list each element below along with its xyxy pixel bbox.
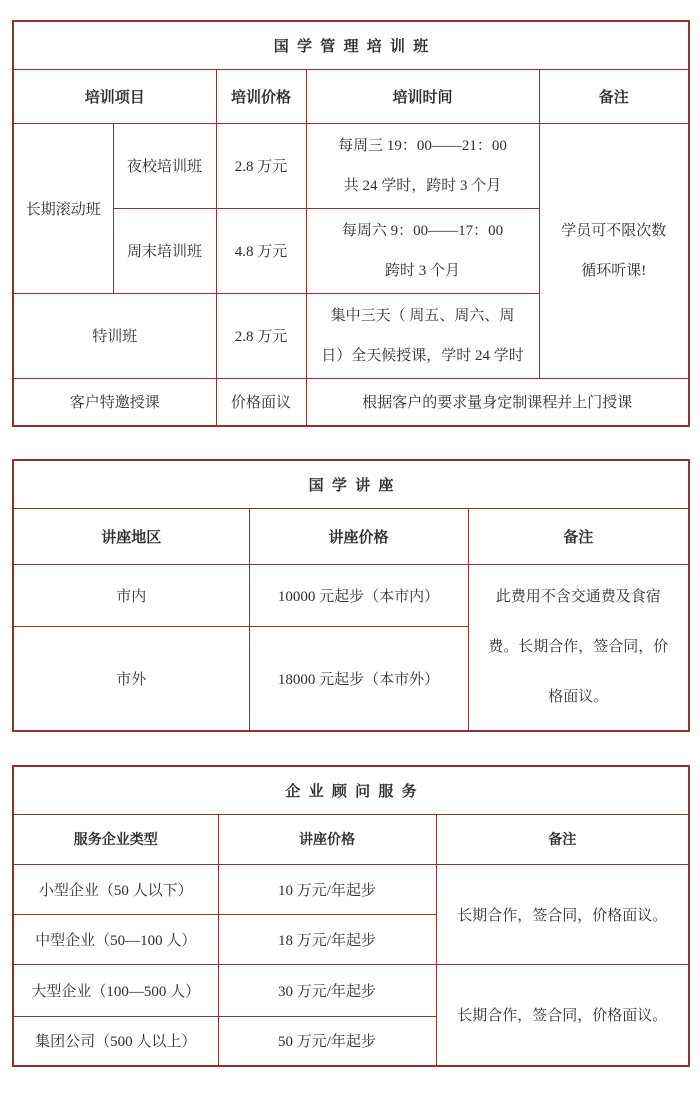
table1-remark-line2: 循环听课! [581, 262, 647, 279]
table3-title [13, 766, 689, 814]
table-row-custom-class [13, 378, 689, 426]
table2-title-row [13, 460, 689, 508]
table2-title-text: 国学讲座 [308, 477, 402, 494]
spacer [12, 427, 688, 459]
cell-group-price: 50 万元/年起步 [218, 1016, 436, 1066]
special-time-line2: 日）全天候授课，学时 24 学时 [321, 347, 524, 364]
cell-custom-price: 价格面议 [216, 378, 306, 426]
cell-inside-price: 10000 元起步（本市内） [249, 564, 468, 626]
night-time-line1: 每周三 19：00——21：00 [338, 137, 507, 154]
table-row-small-company [13, 864, 689, 914]
header-time: 培训时间 [306, 69, 539, 123]
table2-header-row [13, 508, 689, 564]
cell-night-name: 夜校培训班 [113, 123, 216, 208]
table1-remark-line1: 学员可不限次数 [561, 222, 667, 239]
table1-title-row [13, 21, 689, 69]
table-row-night-class [13, 123, 689, 208]
special-time-line1: 集中三天（ 周五、周六、周 [330, 307, 515, 324]
cell-night-price: 2.8 万元 [216, 123, 306, 208]
spacer [12, 732, 688, 765]
table3-title-text: 企业顾问服务 [285, 783, 425, 800]
cell-night-time [306, 123, 539, 208]
cell-table2-remark [468, 564, 689, 731]
cell-medium-price: 18 万元/年起步 [218, 914, 436, 964]
table1-header-row [13, 69, 689, 123]
table1-title-text: 国学管理培训班 [273, 38, 437, 55]
header-remark: 备注 [539, 69, 689, 123]
table3-title-row [13, 766, 689, 814]
cell-custom-name: 客户特邀授课 [13, 378, 216, 426]
cell-remark-bottom: 长期合作，签合同，价格面议。 [436, 964, 689, 1066]
header-remark2: 备注 [468, 508, 689, 564]
cell-outside-price: 18000 元起步（本市外） [249, 626, 468, 731]
cell-outside-region: 市外 [13, 626, 249, 731]
cell-weekend-time [306, 208, 539, 293]
header-lecture-price: 讲座价格 [249, 508, 468, 564]
cell-remark-top: 长期合作，签合同，价格面议。 [436, 864, 689, 964]
cell-small-price: 10 万元/年起步 [218, 864, 436, 914]
cell-large-price: 30 万元/年起步 [218, 964, 436, 1016]
table2-remark-line1: 此费用不含交通费及食宿 [495, 589, 661, 606]
header-remark3: 备注 [436, 814, 689, 864]
cell-custom-desc: 根据客户的要求量身定制课程并上门授课 [306, 378, 689, 426]
table-row-inside-city [13, 564, 689, 626]
cell-inside-region: 市内 [13, 564, 249, 626]
consulting-service-table [12, 765, 690, 1067]
header-service-price: 讲座价格 [218, 814, 436, 864]
cell-special-time [306, 293, 539, 378]
night-time-line2: 共 24 学时，跨时 3 个月 [343, 177, 502, 194]
table2-remark-line2: 费。长期合作，签合同，价 [488, 639, 669, 656]
cell-medium-type: 中型企业（50—100 人） [13, 914, 218, 964]
header-project: 培训项目 [13, 69, 216, 123]
header-price: 培训价格 [216, 69, 306, 123]
cell-weekend-price: 4.8 万元 [216, 208, 306, 293]
table2-remark-line3: 格面议。 [548, 689, 609, 706]
cell-large-type: 大型企业（100—500 人） [13, 964, 218, 1016]
cell-small-type: 小型企业（50 人以下） [13, 864, 218, 914]
cell-special-price: 2.8 万元 [216, 293, 306, 378]
weekend-time-line1: 每周六 9：00——17：00 [341, 222, 504, 239]
cell-weekend-name: 周末培训班 [113, 208, 216, 293]
table2-title [13, 460, 689, 508]
training-class-table [12, 20, 690, 427]
cell-table1-remark [539, 123, 689, 378]
lecture-table [12, 459, 690, 732]
weekend-time-line2: 跨时 3 个月 [384, 262, 460, 279]
table-row-large-company [13, 964, 689, 1016]
cell-group-label: 长期滚动班 [13, 123, 113, 293]
cell-special-name: 特训班 [13, 293, 216, 378]
table3-header-row [13, 814, 689, 864]
table1-title [13, 21, 689, 69]
header-company-type: 服务企业类型 [13, 814, 218, 864]
cell-group-type: 集团公司（500 人以上） [13, 1016, 218, 1066]
header-region: 讲座地区 [13, 508, 249, 564]
